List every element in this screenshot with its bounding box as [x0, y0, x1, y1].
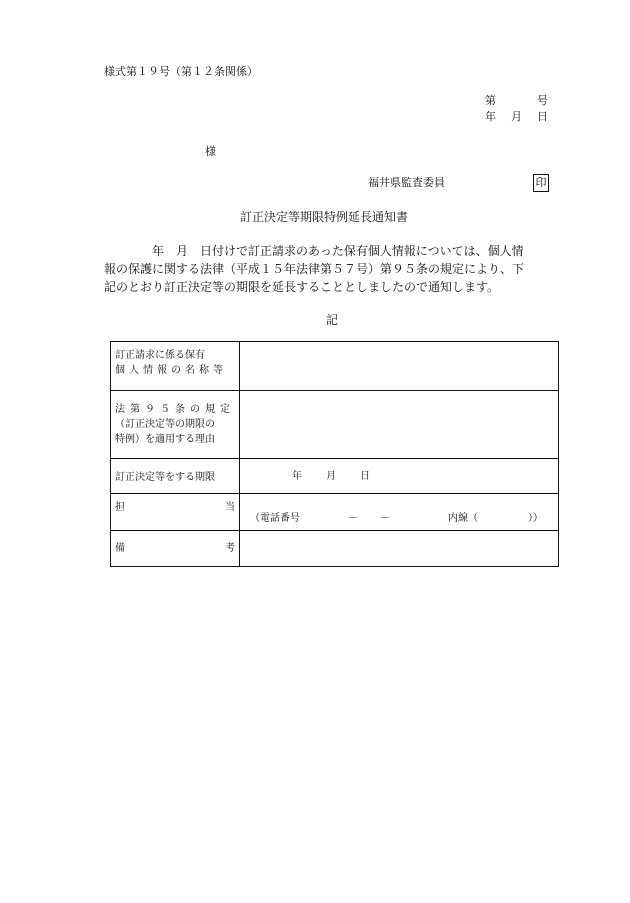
label-line: [115, 348, 235, 363]
doc-date-month: 月: [511, 110, 522, 123]
table-row: [111, 459, 559, 494]
reason-value-cell[interactable]: [240, 391, 559, 459]
body-line: 報の保護に関する法律（平成１５年法律第５７号）第９５条の規定により、下: [104, 262, 525, 276]
remarks-value-cell[interactable]: [240, 531, 559, 567]
extension-label: 内線（: [448, 513, 478, 524]
label-cell: [111, 391, 240, 459]
label-line: [115, 402, 235, 417]
label-line: [115, 500, 235, 515]
label-text: 訂正請求に係る保有: [115, 350, 205, 361]
deadline-day: 日: [360, 471, 370, 482]
label-text: 訂正決定等をする期限: [115, 472, 215, 483]
label-text: （訂正決定等の期限の: [115, 419, 215, 430]
label-text: 特例）を適用する理由: [115, 434, 215, 445]
sender-name: 福井県監査委員: [368, 176, 445, 189]
label-text: 法第９５条の規定: [115, 404, 235, 415]
contact-value-cell[interactable]: [240, 494, 559, 531]
label-line: [115, 541, 235, 556]
label-text: 担: [115, 502, 125, 513]
seal-box: 印: [533, 174, 549, 192]
deadline-month: 月: [326, 471, 336, 482]
doc-number-dai: 第: [485, 94, 496, 107]
label-line: [115, 432, 235, 447]
table-row: [111, 391, 559, 459]
phone-label: （電話番号: [250, 513, 300, 524]
label-text: 考: [225, 543, 235, 554]
table-row: [111, 342, 559, 391]
label-text: 当: [225, 502, 235, 513]
deadline-value-cell[interactable]: [240, 459, 559, 494]
label-line: [115, 417, 235, 432]
label-text: 備: [115, 543, 125, 554]
deadline-year: 年: [292, 471, 302, 482]
label-cell: [111, 342, 240, 391]
table-row: [111, 494, 559, 531]
document-title: 訂正決定等期限特例延長通知書: [240, 210, 409, 224]
phone-dash-1: －: [348, 513, 358, 524]
label-cell: [111, 459, 240, 494]
body-paragraph: [104, 242, 564, 296]
label-cell: [111, 494, 240, 531]
body-line: 年 月 日付けで訂正請求のあった保有個人情報については、個人情: [104, 244, 524, 258]
name-value-cell[interactable]: [240, 342, 559, 391]
table-row: [111, 531, 559, 567]
body-line: 記のとおり訂正決定等の期限を延長することとしましたので通知します。: [104, 280, 500, 294]
label-line: [115, 363, 235, 378]
form-number: 様式第１９号（第１２条関係）: [104, 65, 258, 78]
notice-table: [110, 341, 559, 567]
ki-heading: 記: [326, 313, 339, 327]
phone-dash-2: －: [380, 513, 390, 524]
extension-close: ））: [528, 513, 543, 524]
doc-number-gou: 号: [537, 94, 548, 107]
label-cell: [111, 531, 240, 567]
label-text: 個人情報の名称等: [115, 365, 227, 376]
doc-date-day: 日: [537, 110, 548, 123]
addressee-suffix: 様: [205, 145, 216, 158]
doc-date-year: 年: [485, 110, 496, 123]
